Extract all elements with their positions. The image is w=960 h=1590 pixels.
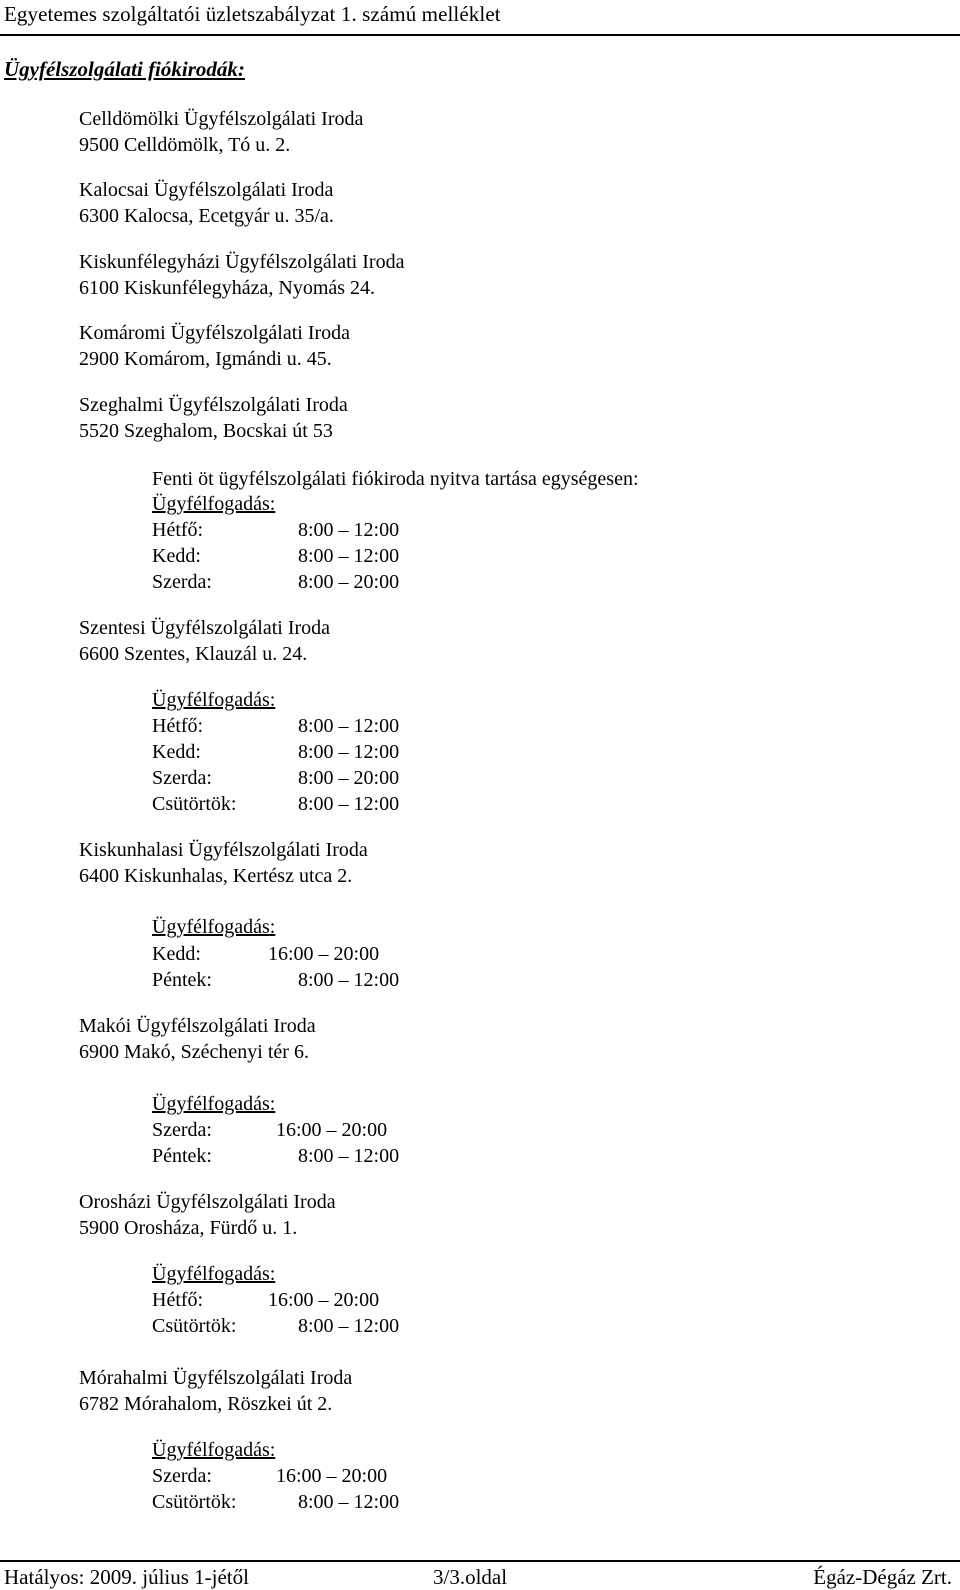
schedule-day: Péntek: (152, 1145, 212, 1167)
office-name: Szentesi Ügyfélszolgálati Iroda (79, 617, 331, 639)
common-schedule-note: Fenti öt ügyfélszolgálati fiókiroda nyitva tartása egységesen: (152, 468, 639, 490)
page-number: 3/3.oldal (433, 1565, 508, 1589)
office-address: 5520 Szeghalom, Bocskai út 53 (79, 420, 333, 442)
schedule-day: Kedd: (152, 741, 201, 763)
schedule-hours: 8:00 – 12:00 (298, 545, 400, 567)
page-header (0, 0, 960, 36)
office-name: Celldömölki Ügyfélszolgálati Iroda (79, 108, 364, 130)
office-address: 6782 Mórahalom, Röszkei út 2. (79, 1393, 333, 1415)
reception-label: Ügyfélfogadás: (152, 493, 276, 515)
schedule-day: Hétfő: (152, 1289, 204, 1311)
schedule-day: Kedd: (152, 943, 201, 965)
schedule-hours: 16:00 – 20:00 (268, 1289, 380, 1311)
office-address: 9500 Celldömölk, Tó u. 2. (79, 134, 291, 156)
schedule-hours: 8:00 – 12:00 (298, 793, 400, 815)
schedule-day: Szerda: (152, 571, 212, 593)
reception-label: Ügyfélfogadás: (152, 916, 276, 938)
office-address: 6300 Kalocsa, Ecetgyár u. 35/a. (79, 205, 334, 227)
schedule-hours: 16:00 – 20:00 (268, 943, 380, 965)
schedule-hours: 8:00 – 12:00 (298, 1145, 400, 1167)
office-name: Szeghalmi Ügyfélszolgálati Iroda (79, 394, 348, 416)
schedule-day: Szerda: (152, 1119, 212, 1141)
office-name: Makói Ügyfélszolgálati Iroda (79, 1015, 316, 1037)
office-name: Mórahalmi Ügyfélszolgálati Iroda (79, 1367, 353, 1389)
office-address: 6100 Kiskunfélegyháza, Nyomás 24. (79, 277, 376, 299)
document-title: Egyetemes szolgáltatói üzletszabályzat 1. számú melléklet (4, 2, 501, 26)
reception-label: Ügyfélfogadás: (152, 1439, 276, 1461)
schedule-day: Csütörtök: (152, 1315, 237, 1337)
schedule-hours: 16:00 – 20:00 (276, 1119, 388, 1141)
schedule-day: Szerda: (152, 1465, 212, 1487)
schedule-day: Hétfő: (152, 519, 204, 541)
schedule-day: Szerda: (152, 767, 212, 789)
schedule-day: Kedd: (152, 545, 201, 567)
reception-label: Ügyfélfogadás: (152, 1263, 276, 1285)
schedule-hours: 8:00 – 20:00 (298, 571, 400, 593)
schedule-hours: 8:00 – 20:00 (298, 767, 400, 789)
office-address: 5900 Orosháza, Fürdő u. 1. (79, 1217, 298, 1239)
office-name: Kalocsai Ügyfélszolgálati Iroda (79, 179, 334, 201)
schedule-day: Hétfő: (152, 715, 204, 737)
schedule-day: Csütörtök: (152, 793, 237, 815)
effective-date: Hatályos: 2009. július 1-jétől (4, 1565, 249, 1589)
page-footer (0, 1560, 960, 1589)
office-address: 6900 Makó, Széchenyi tér 6. (79, 1041, 309, 1063)
office-name: Kiskunfélegyházi Ügyfélszolgálati Iroda (79, 251, 405, 273)
schedule-hours: 8:00 – 12:00 (298, 1491, 400, 1513)
reception-label: Ügyfélfogadás: (152, 689, 276, 711)
office-name: Kiskunhalasi Ügyfélszolgálati Iroda (79, 839, 368, 861)
office-name: Komáromi Ügyfélszolgálati Iroda (79, 322, 351, 344)
reception-label: Ügyfélfogadás: (152, 1093, 276, 1115)
schedule-hours: 8:00 – 12:00 (298, 969, 400, 991)
office-name: Orosházi Ügyfélszolgálati Iroda (79, 1191, 336, 1213)
schedule-hours: 8:00 – 12:00 (298, 1315, 400, 1337)
section-title: Ügyfélszolgálati fiókirodák: (4, 57, 245, 81)
schedule-hours: 8:00 – 12:00 (298, 741, 400, 763)
schedule-day: Péntek: (152, 969, 212, 991)
office-address: 6400 Kiskunhalas, Kertész utca 2. (79, 865, 353, 887)
schedule-day: Csütörtök: (152, 1491, 237, 1513)
schedule-hours: 8:00 – 12:00 (298, 715, 400, 737)
company-name: Égáz-Dégáz Zrt. (813, 1565, 952, 1589)
schedule-hours: 8:00 – 12:00 (298, 519, 400, 541)
office-address: 2900 Komárom, Igmándi u. 45. (79, 348, 332, 370)
office-address: 6600 Szentes, Klauzál u. 24. (79, 643, 308, 665)
schedule-hours: 16:00 – 20:00 (276, 1465, 388, 1487)
